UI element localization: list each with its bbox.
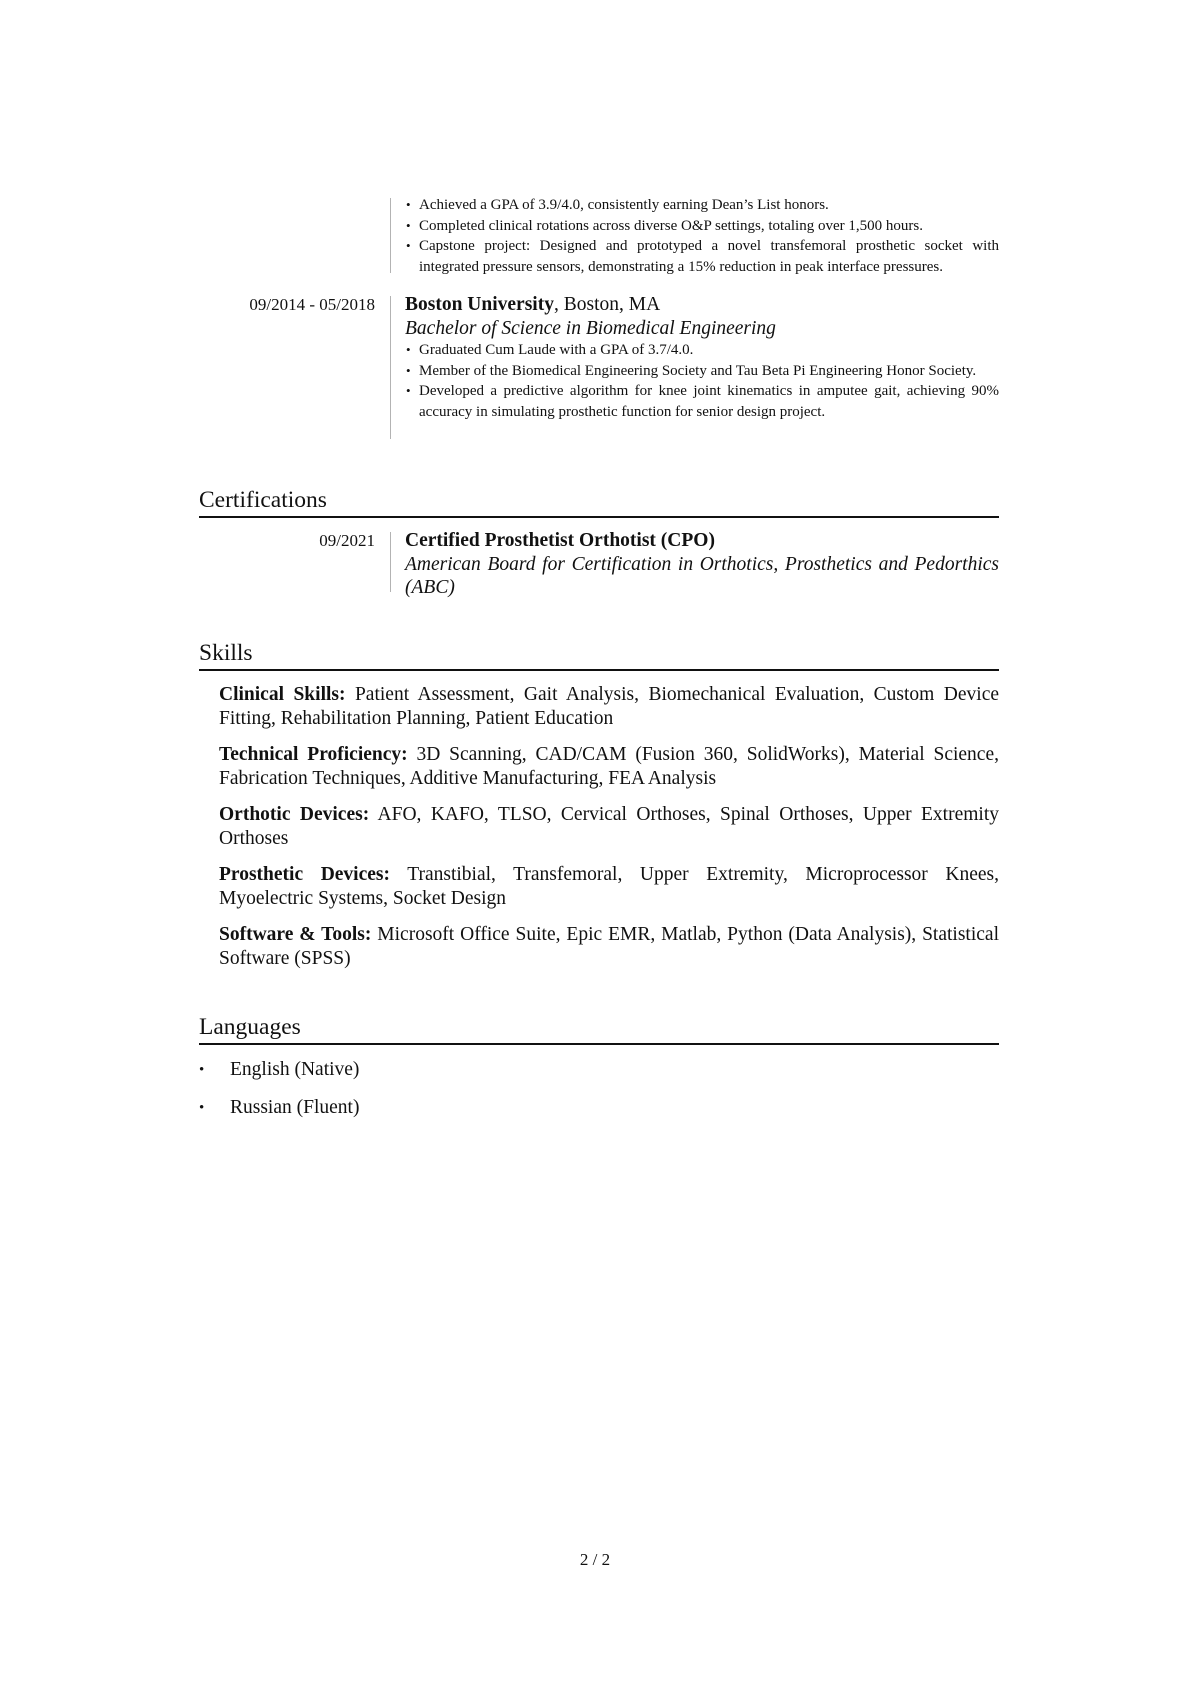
skill-item [219,743,999,791]
skill-label: Prosthetic Devices: [219,864,390,885]
skill-item [219,923,999,971]
skill-text: Transtibial, Transfemoral, Upper Extremity, Microprocessor Knees, Myoelectric Systems, Socket Design [219,864,999,909]
list-item: • Completed clinical rotations across diverse O&P settings, totaling over 1,500 hours. [405,216,999,237]
list-item: • Developed a predictive algorithm for knee joint kinematics in amputee gait, achieving 90% accuracy in simulating prosthetic function for senior design project. [405,381,999,422]
skill-label: Software & Tools: [219,924,372,945]
skill-text: AFO, KAFO, TLSO, Cervical Orthoses, Spinal Orthoses, Upper Extremity Orthoses [219,804,999,849]
languages-list [199,1058,979,1134]
section-title-certifications: Certifications [199,485,999,518]
certification-issuer: American Board for Certification in Orthotics, Prosthetics and Pedorthics (ABC) [405,554,999,598]
list-item: • Achieved a GPA of 3.9/4.0, consistently earning Dean’s List honors. [405,195,999,216]
list-item: • Russian (Fluent) [199,1096,979,1120]
skill-item [219,803,999,851]
timeline-rule [390,198,391,273]
bullet-list [405,195,999,277]
skills-list [219,683,999,983]
entry-body [405,293,999,422]
page-number: 2 / 2 [579,1550,611,1569]
skill-label: Clinical Skills: [219,684,346,705]
skill-item [219,683,999,731]
section-title-languages: Languages [199,1012,999,1045]
list-item: • Member of the Biomedical Engineering Society and Tau Beta Pi Engineering Honor Society. [405,361,999,382]
skill-label: Technical Proficiency: [219,744,408,765]
institution-line [405,293,999,317]
entry-date: 09/2014 - 05/2018 [249,295,375,314]
entry-date: 09/2021 [319,531,375,550]
timeline-rule [390,532,391,592]
entry-body [405,529,999,599]
institution-name: Boston University [405,294,554,315]
timeline-rule [390,296,391,439]
skill-label: Orthotic Devices: [219,804,370,825]
skill-text: Microsoft Office Suite, Epic EMR, Matlab, Python (Data Analysis), Statistical Software (SPSS) [219,924,999,969]
section-title-skills: Skills [199,638,999,671]
bullet-list [405,340,999,422]
entry-body [405,195,999,277]
list-item: • Graduated Cum Laude with a GPA of 3.7/4.0. [405,340,999,361]
list-item: • English (Native) [199,1058,979,1082]
skill-item [219,863,999,911]
institution-location: , Boston, MA [553,294,661,315]
certification-name: Certified Prosthetist Orthotist (CPO) [405,530,715,551]
degree: Bachelor of Science in Biomedical Engineering [405,318,776,339]
skill-text: Patient Assessment, Gait Analysis, Biomechanical Evaluation, Custom Device Fitting, Rehabilitation Planning, Patient Education [219,684,1000,729]
skill-text: 3D Scanning, CAD/CAM (Fusion 360, SolidWorks), Material Science, Fabrication Techniques, Additive Manufacturing, FEA Analysis [219,744,999,789]
list-item: • Capstone project: Designed and prototyped a novel transfemoral prosthetic socket with integrated pressure sensors, demonstrating a 15% reduction in peak interface pressures. [405,236,999,277]
